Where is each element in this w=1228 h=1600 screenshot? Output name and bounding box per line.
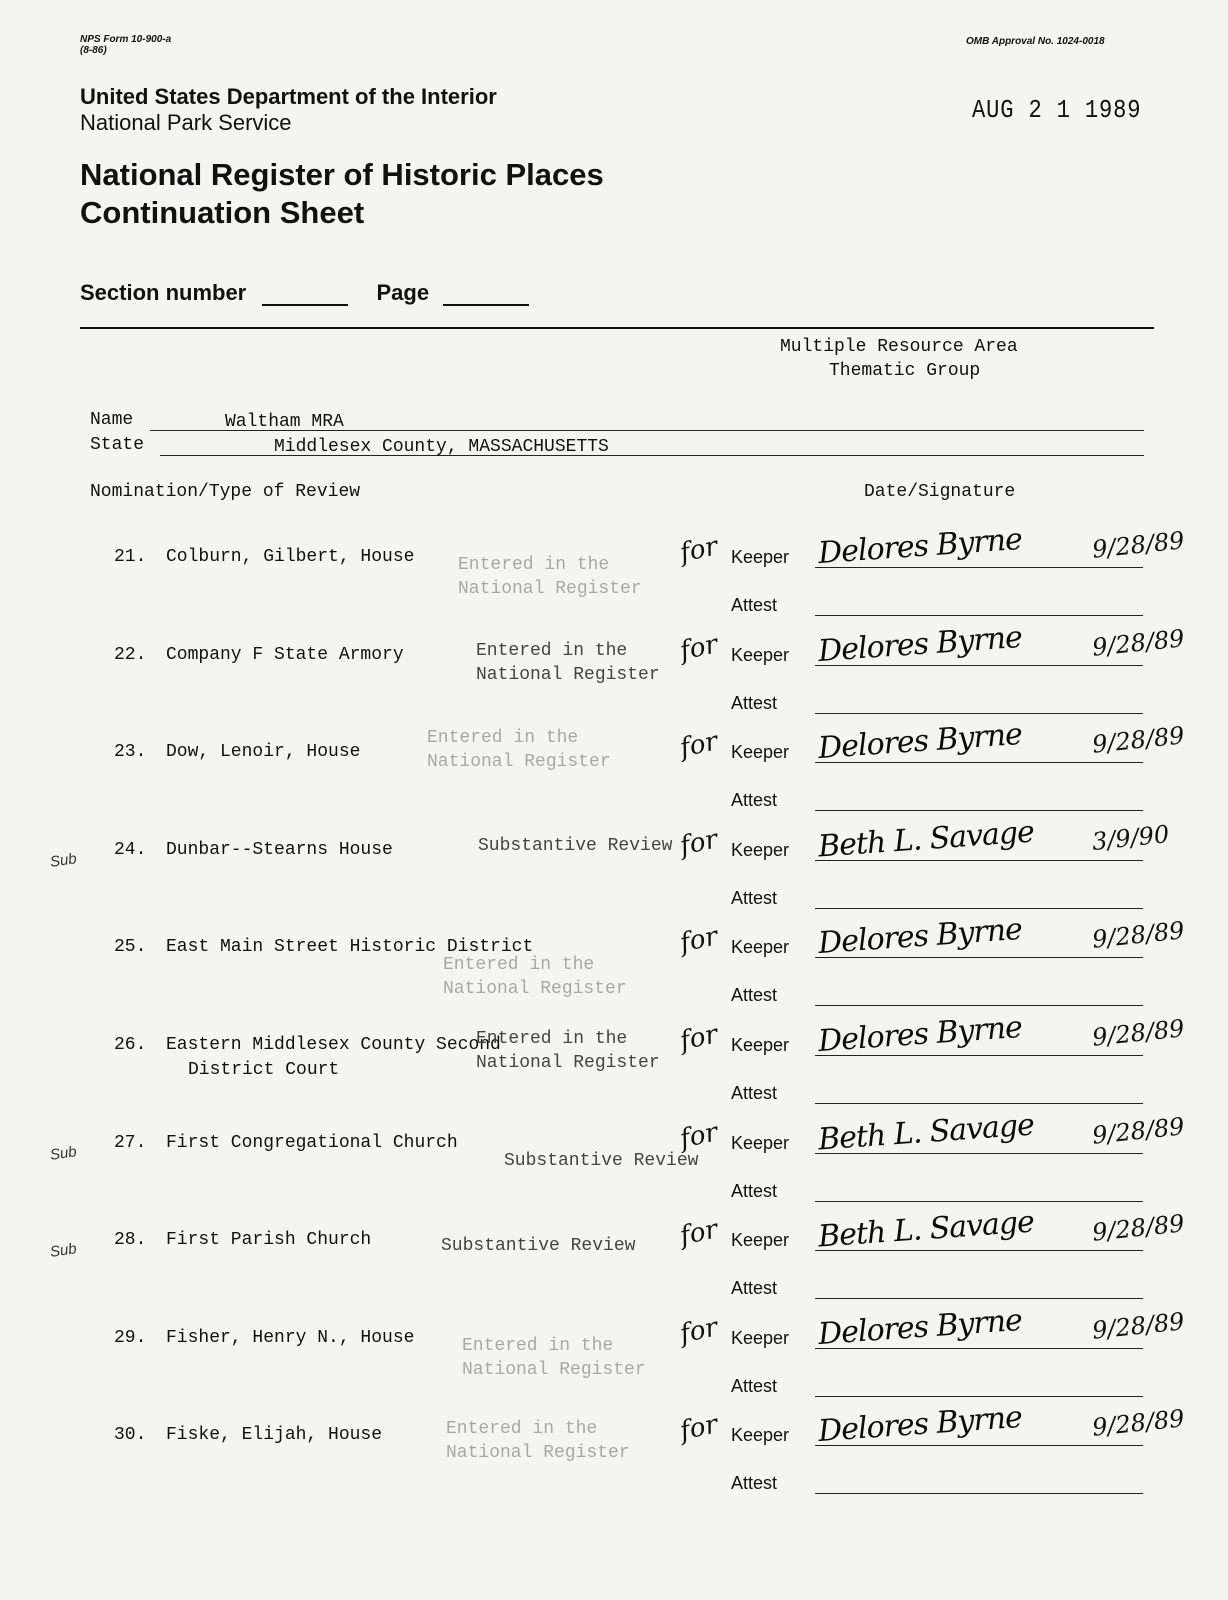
keeper-signature: Delores Byrne (817, 1302, 1023, 1353)
attest-label: Attest (731, 985, 778, 1005)
entry-name: Colburn, Gilbert, House (166, 547, 415, 567)
attest-label: Attest (731, 1278, 778, 1298)
attest-signature-line (815, 810, 1143, 811)
entry-name: First Parish Church (166, 1230, 372, 1250)
review-stamp-line-2: National Register (476, 1053, 660, 1073)
section-number-label: Section number (80, 280, 247, 305)
keeper-label: Keeper (731, 547, 790, 567)
entry-name: Dunbar--Stearns House (166, 840, 393, 860)
review-stamp-line-2: National Register (462, 1360, 646, 1380)
review-stamp-line-2: National Register (443, 979, 627, 999)
department-name: United States Department of the Interior (80, 84, 497, 109)
review-stamp-line-1: Substantive Review (478, 836, 673, 856)
attest-label: Attest (731, 888, 778, 908)
review-stamp (441, 1234, 635, 1258)
attest-signature-line (815, 1103, 1143, 1104)
page-label: Page (376, 280, 430, 305)
form-number-text: NPS Form 10-900-a (80, 34, 172, 45)
review-stamp-line-2: National Register (458, 579, 642, 599)
review-stamp (443, 953, 627, 1001)
signature-date: 9/28/89 (1090, 1404, 1186, 1442)
keeper-label: Keeper (731, 1230, 790, 1250)
form-number (80, 34, 171, 56)
attest-label: Attest (731, 693, 778, 713)
signed-for-mark: for (677, 1117, 721, 1155)
review-stamp (462, 1334, 646, 1382)
review-stamp (446, 1417, 630, 1465)
signature-date: 3/9/90 (1090, 820, 1171, 856)
keeper-signature: Delores Byrne (817, 911, 1023, 962)
header-divider (80, 327, 1154, 329)
entry-name: First Congregational Church (166, 1133, 458, 1153)
keeper-signature: Beth L. Savage (817, 814, 1035, 865)
review-stamp (476, 1027, 660, 1075)
column-heading-left: Nomination/Type of Review (90, 482, 361, 502)
signed-for-mark: for (677, 726, 721, 764)
section-page-row (80, 280, 529, 306)
title-line-1: National Register of Historic Places (80, 157, 604, 192)
signature-date: 9/28/89 (1090, 526, 1186, 564)
keeper-label: Keeper (731, 742, 790, 762)
signature-date: 9/28/89 (1090, 1209, 1186, 1247)
review-stamp-line-1: Entered in the (476, 641, 628, 661)
entry-number: 24. (114, 840, 147, 860)
margin-note: Sub (48, 850, 78, 871)
review-stamp-line-1: Substantive Review (441, 1236, 636, 1256)
review-stamp-line-1: Entered in the (458, 555, 610, 575)
title-line-2: Continuation Sheet (80, 195, 365, 230)
attest-label: Attest (731, 1181, 778, 1201)
keeper-label: Keeper (731, 1328, 790, 1348)
keeper-label: Keeper (731, 1035, 790, 1055)
date-stamp: AUG 2 1 1989 (972, 95, 1142, 125)
review-stamp-line-2: National Register (476, 665, 660, 685)
keeper-signature: Delores Byrne (817, 521, 1023, 572)
signature-date: 9/28/89 (1090, 916, 1186, 954)
attest-label: Attest (731, 595, 778, 615)
attest-signature-line (815, 1201, 1143, 1202)
attest-label: Attest (731, 1376, 778, 1396)
attest-signature-line (815, 1493, 1143, 1494)
keeper-signature: Beth L. Savage (817, 1204, 1035, 1255)
name-value: Waltham MRA (225, 412, 344, 432)
entry-name: Fiske, Elijah, House (166, 1425, 383, 1445)
entry-name: Dow, Lenoir, House (166, 742, 361, 762)
signed-for-mark: for (677, 1019, 721, 1057)
review-stamp-line-1: Entered in the (443, 955, 595, 975)
entry-name-line-2: District Court (188, 1060, 340, 1080)
attest-signature-line (815, 1298, 1143, 1299)
review-stamp-line-1: Substantive Review (504, 1151, 699, 1171)
keeper-label: Keeper (731, 1133, 790, 1153)
keeper-label: Keeper (731, 1425, 790, 1445)
state-label: State (90, 435, 145, 455)
signature-date: 9/28/89 (1090, 1307, 1186, 1345)
keeper-signature: Delores Byrne (817, 1399, 1023, 1450)
entry-name: Company F State Armory (166, 645, 404, 665)
review-stamp (427, 726, 611, 774)
review-stamp (458, 553, 642, 601)
entry-number: 21. (114, 547, 147, 567)
page-number-blank (443, 284, 529, 306)
entry-number: 28. (114, 1230, 147, 1250)
entry-name: Fisher, Henry N., House (166, 1328, 415, 1348)
signed-for-mark: for (677, 824, 721, 862)
entry-number: 26. (114, 1035, 147, 1055)
margin-note: Sub (48, 1143, 78, 1164)
column-heading-right: Date/Signature (864, 482, 1016, 502)
attest-signature-line (815, 1005, 1143, 1006)
state-value: Middlesex County, MASSACHUSETTS (274, 437, 609, 457)
margin-note: Sub (48, 1240, 78, 1261)
signature-date: 9/28/89 (1090, 1112, 1186, 1150)
review-stamp-line-1: Entered in the (462, 1336, 614, 1356)
review-stamp-line-1: Entered in the (427, 728, 579, 748)
attest-label: Attest (731, 790, 778, 810)
entry-number: 29. (114, 1328, 147, 1348)
review-stamp (478, 834, 672, 858)
signed-for-mark: for (677, 1214, 721, 1252)
keeper-label: Keeper (731, 937, 790, 957)
keeper-label: Keeper (731, 645, 790, 665)
keeper-signature: Delores Byrne (817, 1009, 1023, 1060)
signed-for-mark: for (677, 629, 721, 667)
entry-number: 25. (114, 937, 147, 957)
entry-name: East Main Street Historic District (166, 937, 534, 957)
keeper-label: Keeper (731, 840, 790, 860)
omb-approval: OMB Approval No. 1024-0018 (966, 36, 1105, 47)
keeper-signature: Delores Byrne (817, 619, 1023, 670)
agency-name: National Park Service (80, 110, 292, 135)
signature-date: 9/28/89 (1090, 721, 1186, 759)
review-stamp (504, 1149, 698, 1173)
entry-number: 22. (114, 645, 147, 665)
signed-for-mark: for (677, 531, 721, 569)
signed-for-mark: for (677, 1409, 721, 1447)
keeper-signature: Beth L. Savage (817, 1107, 1035, 1158)
signature-date: 9/28/89 (1090, 624, 1186, 662)
review-stamp (476, 639, 660, 687)
attest-label: Attest (731, 1083, 778, 1103)
name-label: Name (90, 410, 134, 430)
review-stamp-line-1: Entered in the (446, 1419, 598, 1439)
review-stamp-line-2: National Register (427, 752, 611, 772)
review-stamp-line-2: National Register (446, 1443, 630, 1463)
attest-signature-line (815, 615, 1143, 616)
attest-signature-line (815, 1396, 1143, 1397)
form-revision-text: (8-86) (80, 45, 107, 56)
entry-number: 23. (114, 742, 147, 762)
keeper-signature: Delores Byrne (817, 716, 1023, 767)
attest-label: Attest (731, 1473, 778, 1493)
group-line-2: Thematic Group (829, 361, 981, 381)
attest-signature-line (815, 713, 1143, 714)
entry-number: 27. (114, 1133, 147, 1153)
signed-for-mark: for (677, 921, 721, 959)
section-number-blank (262, 284, 348, 306)
group-line-1: Multiple Resource Area (780, 337, 1018, 357)
entry-name: Eastern Middlesex County Second (166, 1035, 501, 1055)
entry-number: 30. (114, 1425, 147, 1445)
attest-signature-line (815, 908, 1143, 909)
signed-for-mark: for (677, 1312, 721, 1350)
page-title (80, 156, 604, 232)
signature-date: 9/28/89 (1090, 1014, 1186, 1052)
review-stamp-line-1: Entered in the (476, 1029, 628, 1049)
